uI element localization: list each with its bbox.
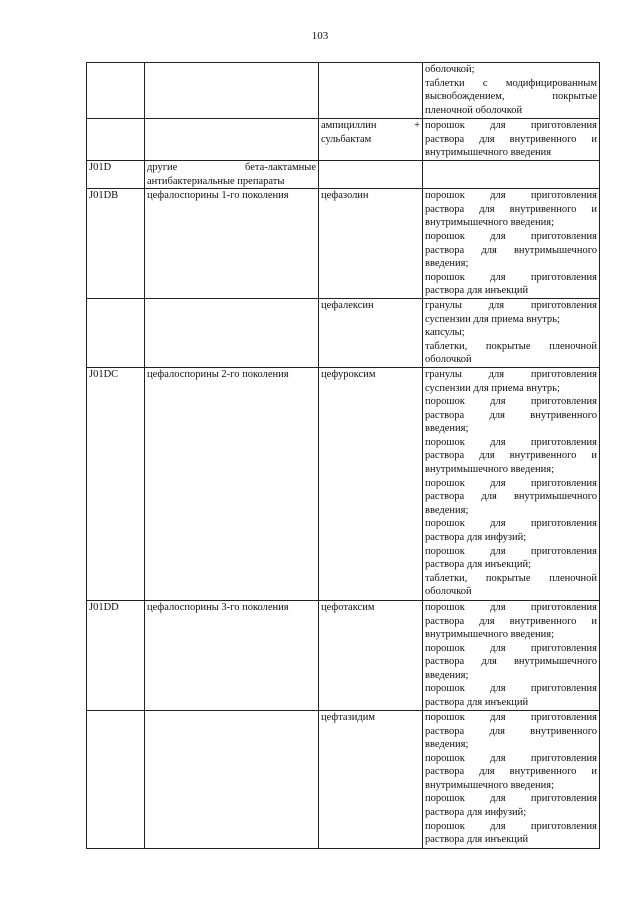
drug-name-text: цефуроксим xyxy=(321,368,376,380)
atc-code-cell xyxy=(87,710,145,848)
dosage-form-line: порошок для приготовления xyxy=(425,436,597,448)
group-name-cell xyxy=(145,119,319,161)
dosage-form-line: высвобождением, покрытые xyxy=(425,91,597,103)
dosage-form-line: введения; xyxy=(425,258,469,270)
dosage-form-line: суспензии для приема внутрь; xyxy=(425,382,560,394)
drug-name-cell xyxy=(319,189,423,299)
dosage-form-line: оболочкой xyxy=(425,354,472,366)
dosage-form-line: порошок для приготовления xyxy=(425,683,597,695)
dosage-form-line: порошок для приготовления xyxy=(425,752,597,764)
drug-name-text: цефотаксим xyxy=(321,601,375,613)
dosage-form-line: порошок для приготовления xyxy=(425,711,597,723)
dosage-form-line: порошок для приготовления xyxy=(425,545,597,557)
dosage-form-line: порошок для приготовления xyxy=(425,642,597,654)
dosage-form-line: порошок для приготовления xyxy=(425,396,597,408)
page-number: 103 xyxy=(311,30,329,42)
dosage-form-line: внутримышечного введения; xyxy=(425,464,555,476)
group-name-text: другие бета-лактамные антибактериальные препараты xyxy=(147,162,316,187)
dosage-form-line: раствора для инъекций xyxy=(425,285,529,297)
dosage-form-line: раствора для внутривенного и xyxy=(425,450,597,462)
drug-name-cell xyxy=(319,600,423,710)
group-name-cell xyxy=(145,710,319,848)
table-row xyxy=(87,367,600,600)
dosage-form-line: гранулы для приготовления xyxy=(425,368,597,380)
dosage-form-cell xyxy=(423,119,600,161)
dosage-form-line: порошок для приготовления xyxy=(425,190,597,202)
dosage-form-line: введения; xyxy=(425,423,469,435)
group-name-cell: цефалоспорины 2-го поколения xyxy=(145,367,319,600)
drug-name-text: цефтазидим xyxy=(321,711,375,723)
dosage-form-line: таблетки, покрытые пленочной xyxy=(425,340,597,352)
dosage-form-cell xyxy=(423,63,600,119)
dosage-form-line: порошок для приготовления xyxy=(425,230,597,242)
dosage-form-line: раствора для внутримышечного xyxy=(425,656,597,668)
dosage-form-line: раствора для внутривенного xyxy=(425,409,597,421)
dosage-form-line: порошок для приготовления xyxy=(425,477,597,489)
dosage-form-line: раствора для внутримышечного xyxy=(425,244,597,256)
dosage-form-line: введения; xyxy=(425,504,469,516)
dosage-form-cell xyxy=(423,600,600,710)
drug-table xyxy=(86,62,600,849)
drug-name-text: цефалексин xyxy=(321,299,374,311)
dosage-form-line: порошок для приготовления xyxy=(425,793,597,805)
drug-name-cell xyxy=(319,710,423,848)
group-name-cell: цефалоспорины 3-го поколения xyxy=(145,600,319,710)
dosage-form-line: оболочкой; xyxy=(425,64,475,75)
atc-code-cell: J01DB xyxy=(87,189,145,299)
table-row xyxy=(87,189,600,299)
dosage-form-line: оболочкой xyxy=(425,586,472,598)
dosage-form-line: капсулы; xyxy=(425,327,465,339)
dosage-form-cell xyxy=(423,298,600,367)
dosage-form-line: раствора для инфузий; xyxy=(425,532,527,544)
drug-name-cell xyxy=(319,63,423,119)
dosage-form-line: порошок для приготовления xyxy=(425,518,597,530)
drug-name-text: цефазолин xyxy=(321,190,369,202)
atc-code-cell: J01D xyxy=(87,161,145,189)
dosage-form-line: введения; xyxy=(425,739,469,751)
atc-code-cell xyxy=(87,298,145,367)
dosage-form-line: раствора для инъекций xyxy=(425,697,529,709)
table-row xyxy=(87,710,600,848)
dosage-form-line: внутримышечного введения; xyxy=(425,779,555,791)
dosage-form-line: раствора для внутривенного и xyxy=(425,203,597,215)
group-name-cell xyxy=(145,161,319,189)
drug-name-cell xyxy=(319,298,423,367)
dosage-form-line: порошок для приготовления xyxy=(425,820,597,832)
group-name-cell xyxy=(145,298,319,367)
dosage-form-cell xyxy=(423,710,600,848)
atc-code-cell: J01DC xyxy=(87,367,145,600)
dosage-form-line: раствора для инъекций xyxy=(425,834,529,846)
dosage-form-line: раствора для внутривенного и xyxy=(425,133,597,145)
dosage-form-line: внутримышечного введения xyxy=(425,147,552,159)
dosage-form-line: раствора для инфузий; xyxy=(425,807,527,819)
dosage-form-line: таблетки, покрытые пленочной xyxy=(425,572,597,584)
drug-name-text: ампициллин + сульбактам xyxy=(321,120,420,145)
drug-name-cell xyxy=(319,161,423,189)
drug-name-cell xyxy=(319,367,423,600)
table-row xyxy=(87,119,600,161)
atc-code-cell: J01DD xyxy=(87,600,145,710)
table-row xyxy=(87,600,600,710)
dosage-form-line: внутримышечного введения; xyxy=(425,217,555,229)
table-row xyxy=(87,161,600,189)
dosage-form-line: раствора для внутривенного и xyxy=(425,615,597,627)
dosage-form-line: раствора для инъекций; xyxy=(425,559,532,571)
drug-name-cell xyxy=(319,119,423,161)
group-name-cell: цефалоспорины 1-го поколения xyxy=(145,189,319,299)
atc-code-cell xyxy=(87,63,145,119)
dosage-form-cell xyxy=(423,189,600,299)
group-name-cell xyxy=(145,63,319,119)
atc-code-cell xyxy=(87,119,145,161)
dosage-form-line: внутримышечного введения; xyxy=(425,629,555,641)
dosage-form-line: раствора для внутримышечного xyxy=(425,491,597,503)
dosage-form-line: гранулы для приготовления xyxy=(425,299,597,311)
dosage-form-line: раствора для внутривенного и xyxy=(425,766,597,778)
table-body xyxy=(87,63,600,849)
table-row xyxy=(87,63,600,119)
dosage-form-line: раствора для внутривенного xyxy=(425,725,597,737)
dosage-form-cell xyxy=(423,161,600,189)
dosage-form-cell xyxy=(423,367,600,600)
dosage-form-line: таблетки с модифицированным xyxy=(425,77,597,89)
dosage-form-line: введения; xyxy=(425,669,469,681)
table-row xyxy=(87,298,600,367)
dosage-form-line: пленочной оболочкой xyxy=(425,104,523,116)
dosage-form-line: суспензии для приема внутрь; xyxy=(425,313,560,325)
dosage-form-line: порошок для приготовления xyxy=(425,601,597,613)
dosage-form-line: порошок для приготовления xyxy=(425,120,597,131)
dosage-form-line: порошок для приготовления xyxy=(425,271,597,283)
